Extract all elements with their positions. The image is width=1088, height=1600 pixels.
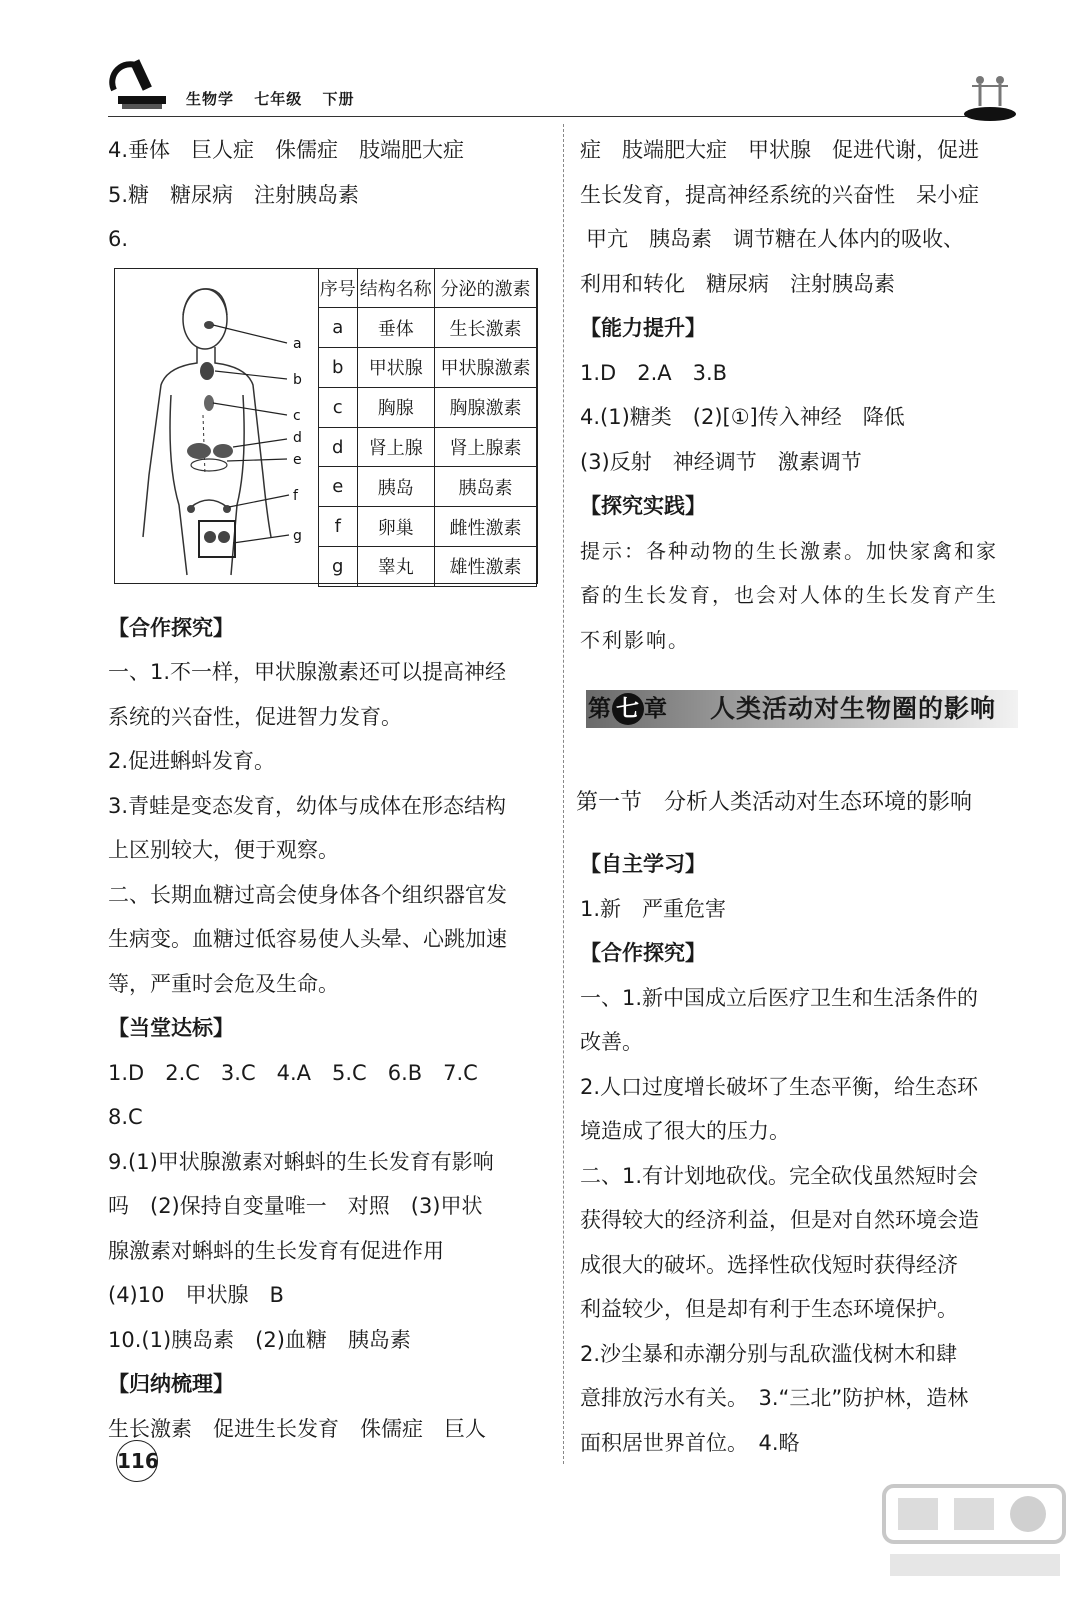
section-title: 第一节 分析人类活动对生态环境的影响 [576,790,973,815]
table-cell: a [319,308,358,348]
endocrine-figure [108,268,546,604]
table-cell: 雄性激素 [435,547,537,587]
pointer-label-d: d [293,429,302,446]
answer-line: 二、1.有计划地砍伐。完全砍伐虽然短时会 [580,1163,979,1188]
table-cell: g [319,547,358,587]
gland-table [318,268,537,587]
pointer-label-f: f [293,487,298,504]
answer-line: 4.垂体 巨人症 侏儒症 肢端肥大症 [108,138,465,162]
table-cell: f [319,507,358,547]
pointer-label-b: b [293,371,302,388]
chapter-suffix: 章 [644,696,668,722]
header-grade: 七年级 [254,90,303,108]
answer-line: 面积居世界首位。 4.略 [580,1430,800,1455]
answer-line: 4.(1)糖类 (2)[①]传入神经 降低 [580,405,905,429]
endocrine-diagram [114,268,538,584]
answer-line: 3.青蛙是变态发育，幼体与成体在形态结构 [108,793,507,818]
answer-line: 8.C [108,1105,143,1129]
answer-line: 成很大的破坏。选择性砍伐短时获得经济 [580,1252,958,1277]
table-row [319,547,537,587]
table-row [319,507,537,547]
people-pedestal-icon [962,70,1018,122]
table-cell: 卵巢 [357,507,435,547]
pointer-label-e: e [293,451,302,468]
header-subject: 生物学 [186,90,235,108]
answer-line: 上区别较大，便于观察。 [108,838,339,862]
answer-line: 二、长期血糖过高会使身体各个组织器官发 [108,882,507,907]
table-row [319,348,537,388]
table-cell: 肾上腺素 [435,427,537,467]
table-row [319,308,537,348]
answer-line: 1.D 2.A 3.B [580,360,728,385]
microscope-icon [108,56,170,112]
section-heading: 【归纳梳理】 [108,1372,234,1396]
chapter-number: 七 [612,693,644,725]
answer-line: (4)10 甲状腺 B [108,1283,284,1307]
chapter-title: 人类活动对生物圈的影响 [710,694,997,723]
table-cell: 雌性激素 [435,507,537,547]
answer-line: 5.糖 糖尿病 注射胰岛素 [108,182,360,207]
hint-line: 畜的生长发育，也会对人体的生长发育产生 [580,583,998,607]
chapter-banner [580,670,1020,748]
chapter-tag [588,692,668,726]
answer-line: 吗 (2)保持自变量唯一 对照 (3)甲状 [108,1194,483,1218]
chapter-prefix: 第 [588,696,612,722]
answer-line: 2.沙尘暴和赤潮分别与乱砍滥伐树木和肆 [580,1341,958,1366]
section-heading: 【合作探究】 [580,941,706,965]
pointer-label-g: g [293,527,302,544]
answer-line: 利用和转化 糖尿病 注射胰岛素 [580,271,895,296]
answer-line: 9.(1)甲状腺激素对蝌蚪的生长发育有影响 [108,1149,494,1174]
column-divider [563,124,564,1464]
answer-line: 境造成了很大的压力。 [580,1119,790,1143]
pointer-label-a: a [293,335,302,352]
header-volume: 下册 [322,90,355,108]
table-cell: 胰岛 [357,467,435,507]
answer-line: 等，严重时会危及生命。 [108,971,339,996]
table-row [319,387,537,427]
section-heading: 【自主学习】 [580,852,706,876]
table-header-row [319,268,537,308]
table-cell: c [319,387,358,427]
answer-line: 利益较少，但是却有利于生态环境保护。 [580,1297,958,1321]
left-column [108,128,546,1451]
watermark-logo-icon [880,1478,1070,1588]
table-header: 序号 [319,268,358,308]
answer-line: 症 肢端肥大症 甲状腺 促进代谢，促进 [580,138,979,162]
header-subject-line [186,88,369,109]
table-cell: 甲状腺激素 [435,348,537,388]
table-row [319,467,537,507]
answer-line: 改善。 [580,1030,643,1054]
table-cell: 胰岛素 [435,467,537,507]
hint-line: 不利影响。 [580,627,690,652]
table-cell: d [319,427,358,467]
table-cell: 睾丸 [357,547,435,587]
answer-line: 意排放污水有关。 3.“三北”防护林，造林 [580,1386,969,1410]
table-cell: 胸腺 [357,387,435,427]
answer-line: 生长激素 促进生长发育 侏儒症 巨人 [108,1416,486,1441]
table-cell: 生长激素 [435,308,537,348]
section-heading: 【能力提升】 [580,316,706,340]
right-column [576,128,1020,1465]
pointer-label-c: c [293,407,301,424]
section-heading: 【探究实践】 [580,494,706,518]
table-cell: 垂体 [357,308,435,348]
answer-line: 甲亢 胰岛素 调节糖在人体内的吸收、 [586,227,964,251]
answer-line: 2.人口过度增长破坏了生态平衡，给生态环 [580,1074,979,1099]
answer-line: 2.促进蝌蚪发育。 [108,749,276,773]
header-rule [108,116,968,117]
table-cell: 肾上腺 [357,427,435,467]
answer-line: 一、1.不一样，甲状腺激素还可以提高神经 [108,660,507,684]
answer-line: 腺激素对蝌蚪的生长发育有促进作用 [108,1238,444,1263]
table-cell: 甲状腺 [357,348,435,388]
answer-line: 1.D 2.C 3.C 4.A 5.C 6.B 7.C [108,1060,478,1085]
table-header: 结构名称 [357,268,435,308]
table-cell: e [319,467,358,507]
answer-line: 系统的兴奋性，促进智力发育。 [108,704,402,729]
table-row [319,427,537,467]
answer-line: 6. [108,227,129,251]
section-heading: 【合作探究】 [108,615,234,640]
answer-line: 获得较大的经济利益，但是对自然环境会造 [580,1208,979,1232]
page-header [0,0,1088,124]
table-cell: 胸腺激素 [435,387,537,427]
hint-line: 提示：各种动物的生长激素。加快家禽和家 [580,538,998,563]
section-heading: 【当堂达标】 [108,1016,234,1040]
answer-line: 1.新 严重危害 [580,896,727,921]
page-number: 116 [116,1440,158,1482]
answer-line: (3)反射 神经调节 激素调节 [580,449,862,474]
answer-line: 一、1.新中国成立后医疗卫生和生活条件的 [580,985,979,1010]
human-body-illustration [127,275,317,577]
answer-line: 10.(1)胰岛素 (2)血糖 胰岛素 [108,1327,411,1352]
table-header: 分泌的激素 [435,268,537,308]
answer-line: 生病变。血糖过低容易使人头晕、心跳加速 [108,927,507,951]
table-cell: b [319,348,358,388]
answer-line: 生长发育，提高神经系统的兴奋性 呆小症 [580,182,979,207]
